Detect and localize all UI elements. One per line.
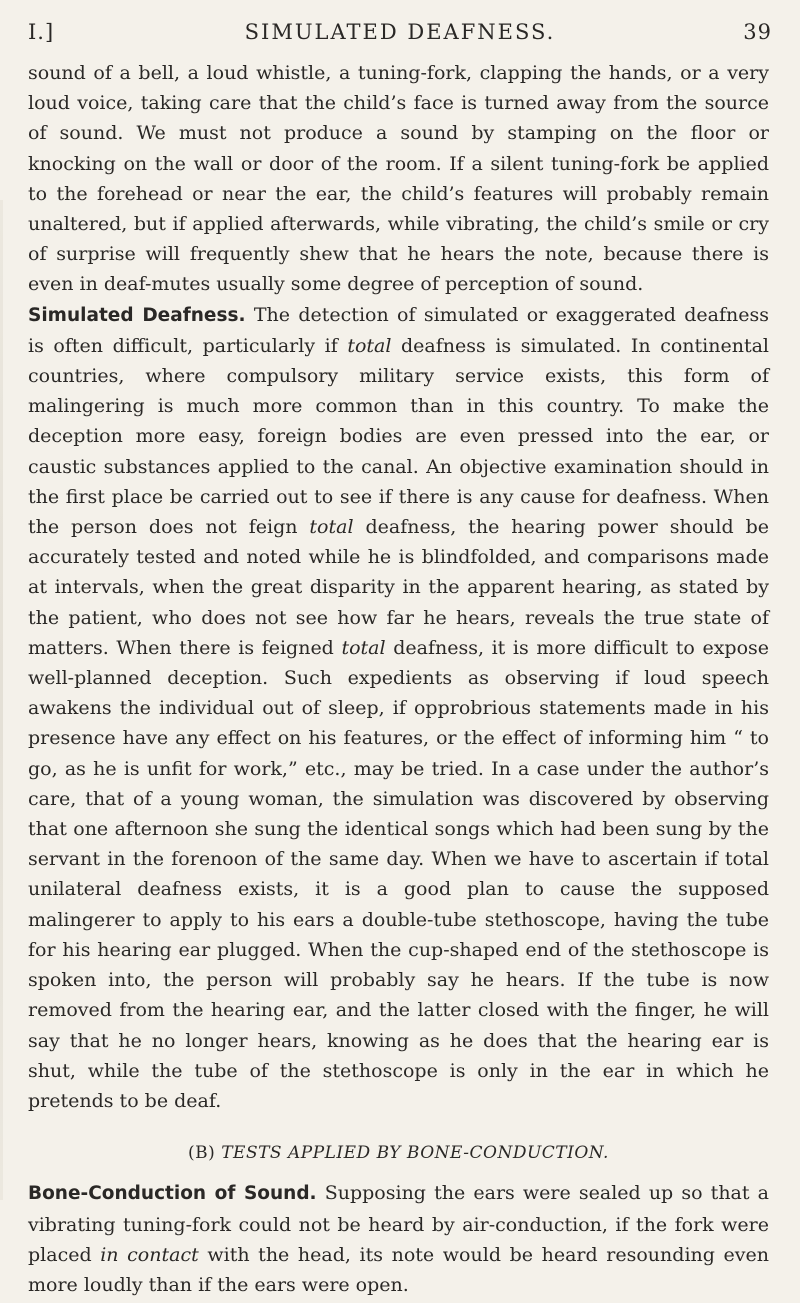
page-edge-shadow (0, 200, 3, 1200)
text-run: deafness, the hearing power should be accurately tested and noted while he is blindfolded, and comparisons made at intervals, when the great disparity in the apparent hearing, as stated by the patient, who does not see how far he hears, reveals the true state of matters. When there is feigned (28, 516, 769, 659)
text-run: deafness, it is more difficult to expose well-planned deception. Such expedients as observing if loud speech awakens the individual out of sleep, if opprobrious statements made in his presence have any effect on his features, or the effect of informing him “ to go, as he is unfit for work,” etc., may be tried. In a case under the author’s care, that of a young woman, the simulation was discovered by observing that one afternoon she sung the identical songs which had been sung by the servant in the forenoon of the same day. When we have to ascertain if total unilateral deafness exists, it is a good plan to cause the supposed malingerer to apply to his ears a double-tube stethoscope, having the tube for his hearing ear plugged. When the cup-shaped end of the stethoscope is spoken into, the person will probably say he hears. If the tube is now removed from the hearing ear, and the latter closed with the finger, he will say that he no longer hears, knowing as he does that the hearing ear is shut, while the tube of the stethoscope is only in the ear in which he pretends to be deaf. (28, 636, 770, 1112)
emphasis: total (347, 334, 392, 357)
paragraph-bone-conduction (28, 1178, 769, 1300)
text-run: deafness is simulated. In continental countries, where compulsory military service exists, this form of malingering is much more common than in this country. To make the deception more easy, foreign bodies are even pressed into the ear, or caustic substances applied to the canal. An objective examination should in the first place be carried out to see if there is any cause for deafness. When the person does not feign (28, 334, 769, 539)
running-title: SIMULATED DEAFNESS. (244, 20, 556, 44)
body-text (28, 58, 769, 1300)
section-heading (28, 1138, 769, 1168)
paragraph-1: sound of a bell, a loud whistle, a tuning-fork, clapping the hands, or a very loud voice, taking care that the child’s face is turned away from the source of sound. We must not produce a sound by stamping on the floor or knocking on the wall or door of the room. If a silent tuning-fork be applied to the forehead or near the ear, the child’s features will probably remain unaltered, but if applied afterwards, while vibrating, the child’s smile or cry of surprise will frequently shew that he hears the note, because there is even in deaf-mutes usually some degree of perception of sound. (28, 62, 769, 296)
section-label: (B) (188, 1143, 216, 1164)
paragraph-simulated-deafness (28, 300, 769, 1116)
text-run: The detection of simulated or exaggerated deafness is often difficult, particularly if (28, 303, 769, 357)
page-number: 39 (743, 20, 772, 44)
emphasis: in contact (100, 1243, 199, 1266)
text-run: with the head, its note would be heard resounding even more loudly than if the ears were open. (28, 1243, 769, 1296)
emphasis: total (341, 636, 386, 659)
chapter-marker: I.] (28, 20, 55, 44)
text-run: Supposing the ears were sealed up so that a vibrating tuning-fork could not be heard by air-conduction, if the fork were placed (28, 1182, 769, 1266)
paragraph-heading: Bone-Conduction of Sound. (28, 1183, 317, 1205)
paragraph-heading: Simulated Deafness. (28, 304, 246, 326)
emphasis: total (309, 516, 354, 539)
section-title: TESTS APPLIED BY BONE-CONDUCTION. (221, 1143, 609, 1164)
running-header (28, 20, 772, 50)
